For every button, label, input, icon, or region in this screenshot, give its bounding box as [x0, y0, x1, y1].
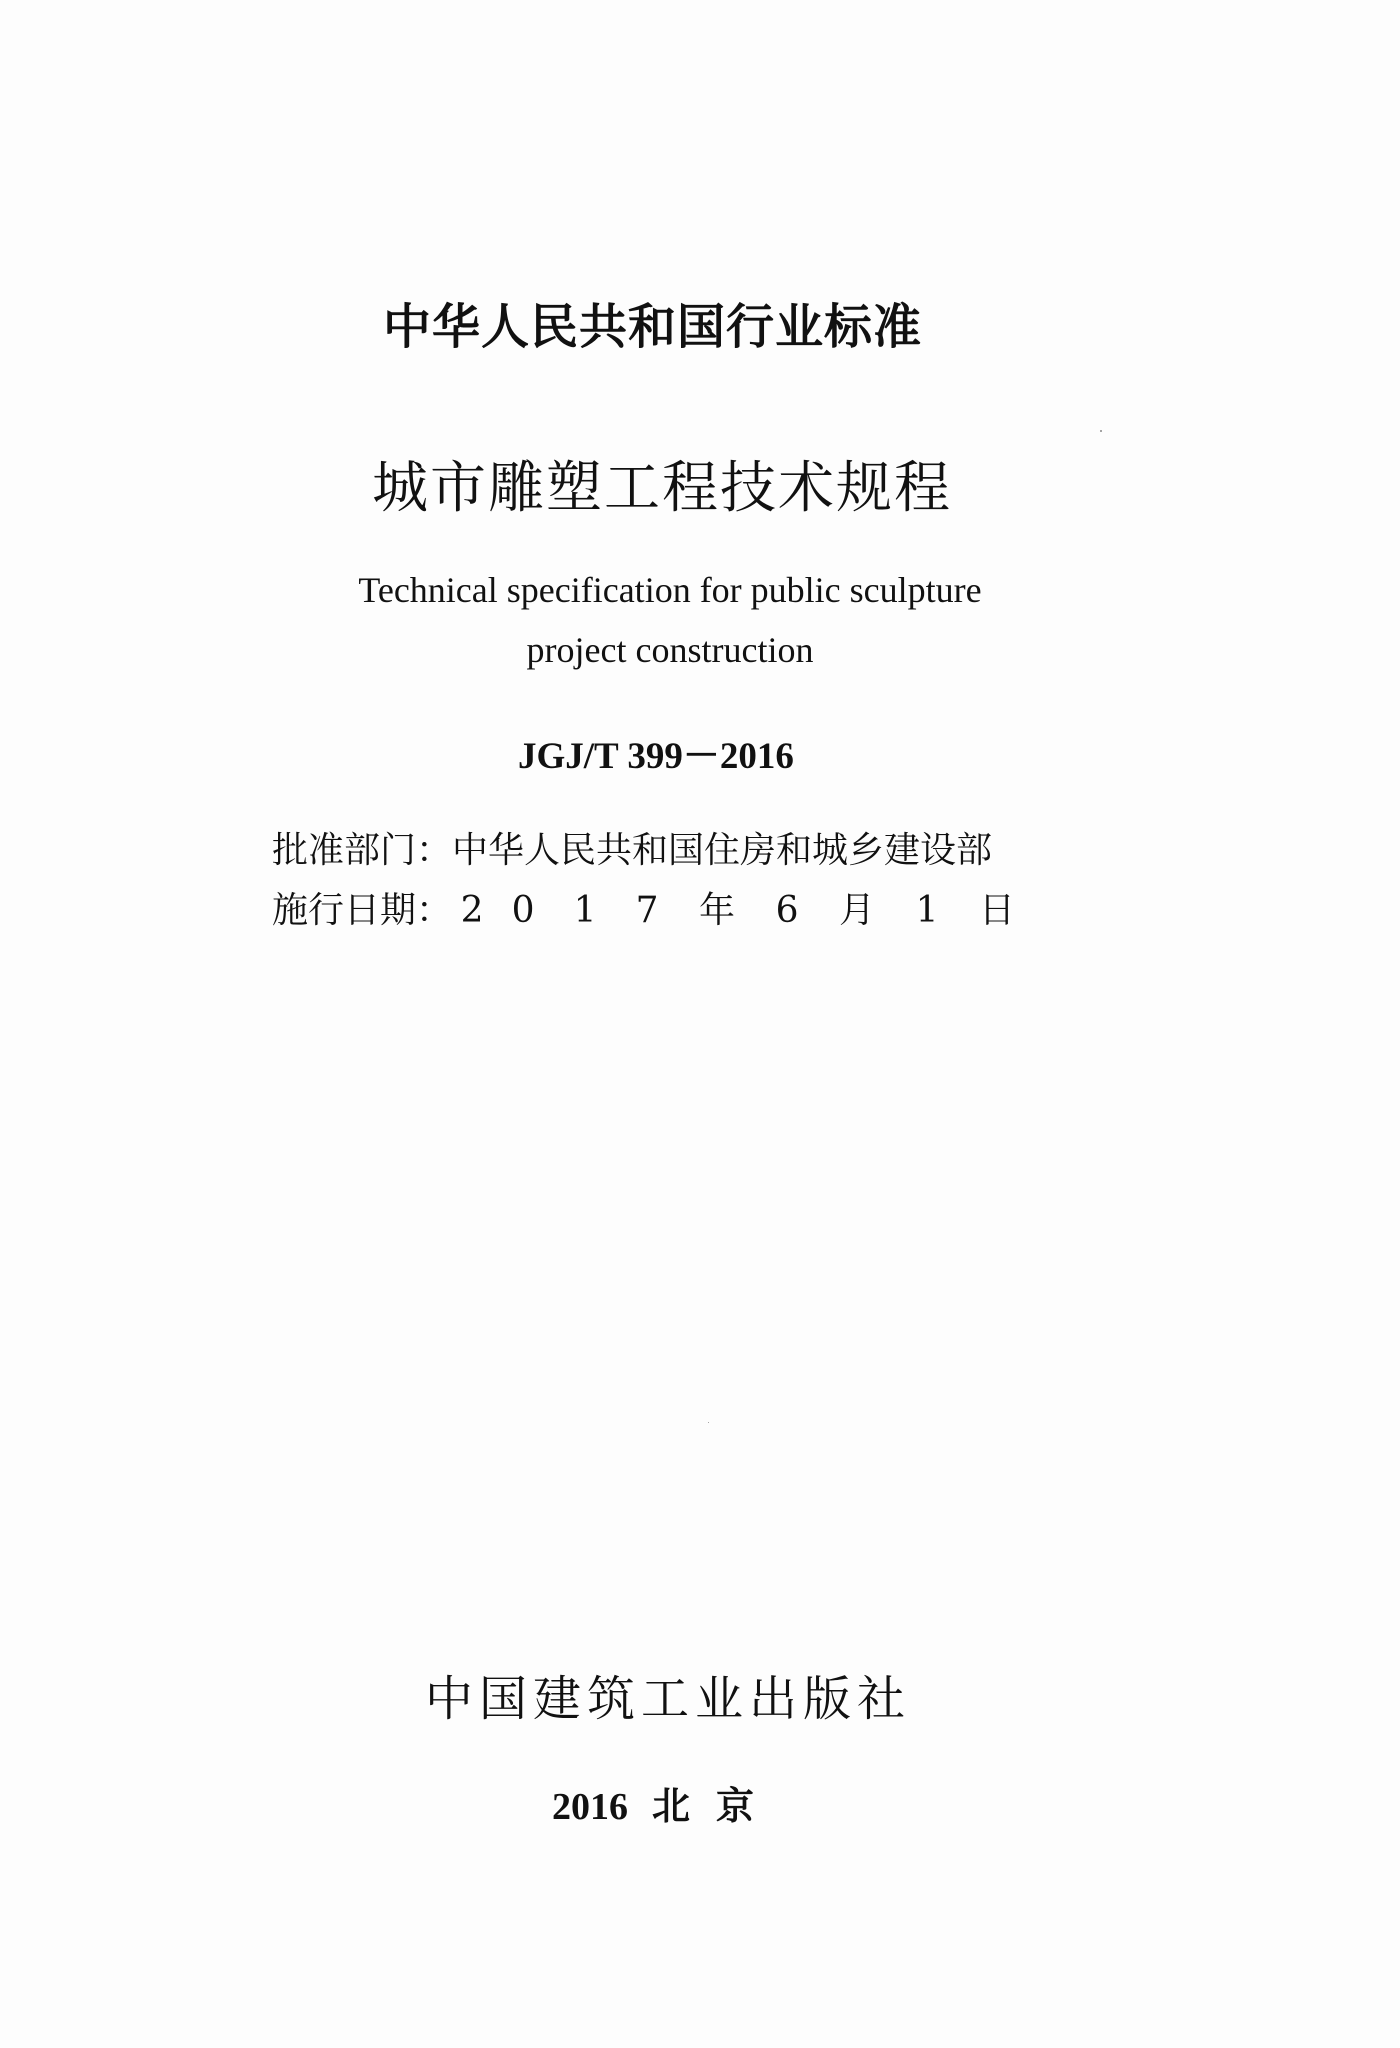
date-year-digit: 1	[573, 890, 597, 931]
document-title-english	[320, 560, 1020, 680]
approval-department	[272, 822, 1072, 873]
effective-label: 施行日期：	[272, 890, 453, 931]
publication-city: 北京	[652, 1784, 781, 1828]
document-title-chinese: 城市雕塑工程技术规程	[372, 456, 952, 521]
approval-label: 批准部门：	[272, 830, 453, 871]
scan-speck	[1100, 430, 1102, 432]
date-day-char: 日	[979, 890, 1016, 931]
date-month: 6	[775, 890, 799, 931]
publisher-name: 中国建筑工业出版社	[425, 1671, 912, 1727]
scan-speck	[708, 1422, 709, 1423]
approval-value: 中华人民共和国住房和城乡建设部	[452, 830, 993, 871]
standard-series-heading: 中华人民共和国行业标准	[383, 299, 923, 355]
title-english-line-1: Technical specification for public sculpture	[358, 570, 982, 610]
date-year-char: 年	[699, 890, 736, 931]
effective-date	[272, 882, 1072, 933]
date-year-digit: 7	[635, 890, 659, 931]
date-year-digit: 2	[460, 890, 484, 931]
date-day: 1	[915, 890, 939, 931]
title-english-line-2: project construction	[526, 630, 814, 670]
standard-code: JGJ/T 399－2016	[518, 736, 794, 777]
date-month-char: 月	[839, 890, 876, 931]
publication-year: 2016	[552, 1786, 628, 1828]
date-year-digit: 0	[511, 890, 535, 931]
publication-place	[552, 1775, 852, 1830]
